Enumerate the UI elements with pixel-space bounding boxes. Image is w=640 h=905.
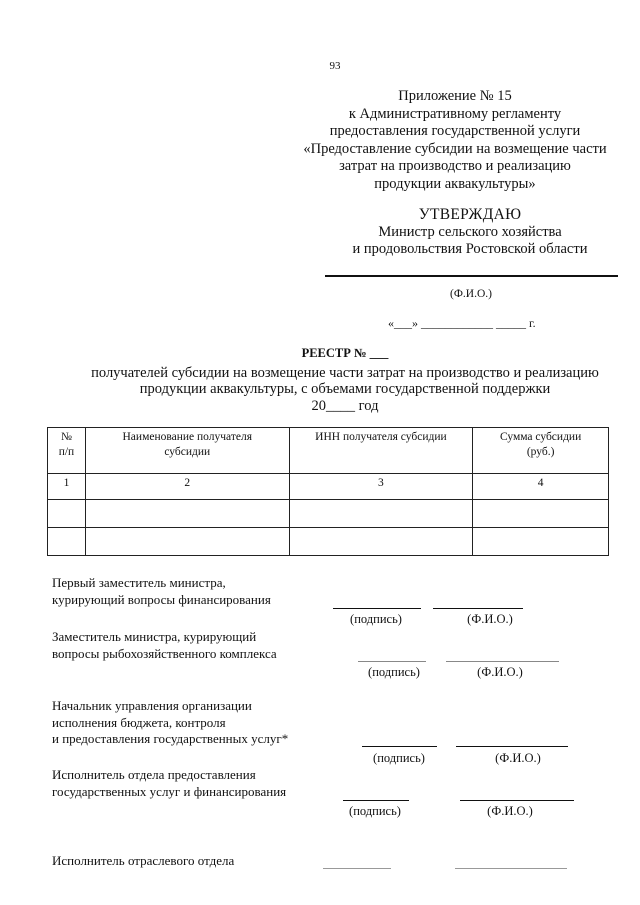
- signatory-label-line: Начальник управления организации: [52, 698, 252, 713]
- signature-caption: (подпись): [368, 665, 420, 679]
- table-cell: 2: [85, 474, 289, 500]
- fio-line: [446, 661, 559, 662]
- fio-line: [433, 608, 523, 609]
- registry-line: продукции аквакультуры, с объемами государственной поддержки: [139, 381, 551, 397]
- approval-position-line: и продовольствия Ростовской области: [352, 241, 588, 257]
- approval-fio-caption: (Ф.И.О.): [450, 288, 492, 300]
- signatory-label-line: исполнения бюджета, контроля: [52, 714, 226, 730]
- signatory-label-line: вопросы рыбохозяйственного комплекса: [52, 645, 277, 661]
- table-cell: [48, 528, 86, 556]
- table-cell: [48, 500, 86, 528]
- approval-date: «___» ____________ _____ г.: [388, 316, 536, 330]
- appendix-line: «Предоставление субсидии на возмещение части: [303, 140, 607, 157]
- signatory-services-executor: [52, 767, 286, 800]
- approval-block: [300, 206, 640, 259]
- signature-line: [343, 800, 409, 801]
- registry-line: получателей субсидии на возмещение части затрат на производство и реализацию: [91, 364, 599, 381]
- table-cell: [85, 528, 289, 556]
- signatory-label-line: Первый заместитель министра,: [52, 575, 226, 590]
- registry-title: [50, 345, 640, 414]
- table-cell: [473, 528, 609, 556]
- signatory-label-line: курирующий вопросы финансирования: [52, 591, 271, 607]
- registry-heading: РЕЕСТР № ___: [301, 346, 389, 360]
- approval-position-line: Министр сельского хозяйства: [378, 223, 562, 240]
- table-row: [48, 500, 609, 528]
- appendix-line: продукции аквакультуры»: [374, 175, 536, 192]
- table-cell: [473, 500, 609, 528]
- table-row: [48, 528, 609, 556]
- signatory-budget-head: [52, 698, 288, 748]
- header-cell: № п/п: [48, 428, 86, 474]
- fio-caption: (Ф.И.О.): [467, 612, 513, 626]
- appendix-block: [290, 88, 620, 193]
- page-number: 93: [329, 60, 341, 72]
- table-cell: 3: [289, 474, 473, 500]
- header-cell: Наименование получателя субсидии: [85, 428, 289, 474]
- appendix-line: предоставления государственной услуги: [329, 123, 581, 139]
- table-cell: [289, 528, 473, 556]
- header-cell: ИНН получателя субсидии: [289, 428, 473, 474]
- signature-line: [333, 608, 421, 609]
- signature-caption: (подпись): [373, 751, 425, 765]
- table-header-row: [48, 428, 609, 474]
- table-cell: [85, 500, 289, 528]
- signature-line: [362, 746, 437, 747]
- registry-year: 20____ год: [311, 397, 379, 414]
- signature-line: [358, 661, 426, 662]
- fio-caption: (Ф.И.О.): [477, 665, 523, 679]
- signatory-label-line: и предоставления государственных услуг*: [52, 731, 289, 746]
- appendix-line: Приложение № 15: [398, 88, 512, 104]
- table-cell: 1: [48, 474, 86, 500]
- appendix-line: затрат на производство и реализацию: [339, 158, 571, 174]
- signatory-label-line: Заместитель министра, курирующий: [52, 629, 257, 644]
- signatory-deputy-fisheries: [52, 629, 277, 662]
- fio-caption: (Ф.И.О.): [487, 804, 533, 818]
- signature-line: [323, 868, 391, 869]
- table-cell: [289, 500, 473, 528]
- table-cell: 4: [473, 474, 609, 500]
- fio-line: [456, 746, 568, 747]
- fio-caption: (Ф.И.О.): [495, 751, 541, 765]
- approval-title: УТВЕРЖДАЮ: [418, 206, 522, 223]
- signatory-industry-executor: [52, 853, 234, 870]
- signature-caption: (подпись): [350, 612, 402, 626]
- signatory-label-line: государственных услуг и финансирования: [52, 783, 287, 799]
- appendix-line: к Административному регламенту: [348, 105, 562, 122]
- fio-line: [455, 868, 567, 869]
- signature-caption: (подпись): [349, 804, 401, 818]
- fio-line: [460, 800, 574, 801]
- header-cell: Сумма субсидии (руб.): [473, 428, 609, 474]
- registry-table: [47, 427, 609, 556]
- signatory-label-line: Исполнитель отраслевого отдела: [52, 853, 235, 868]
- table-number-row: [48, 474, 609, 500]
- signatory-label-line: Исполнитель отдела предоставления: [52, 767, 256, 782]
- approval-signature-line: [325, 275, 618, 277]
- signatory-first-deputy: [52, 575, 271, 608]
